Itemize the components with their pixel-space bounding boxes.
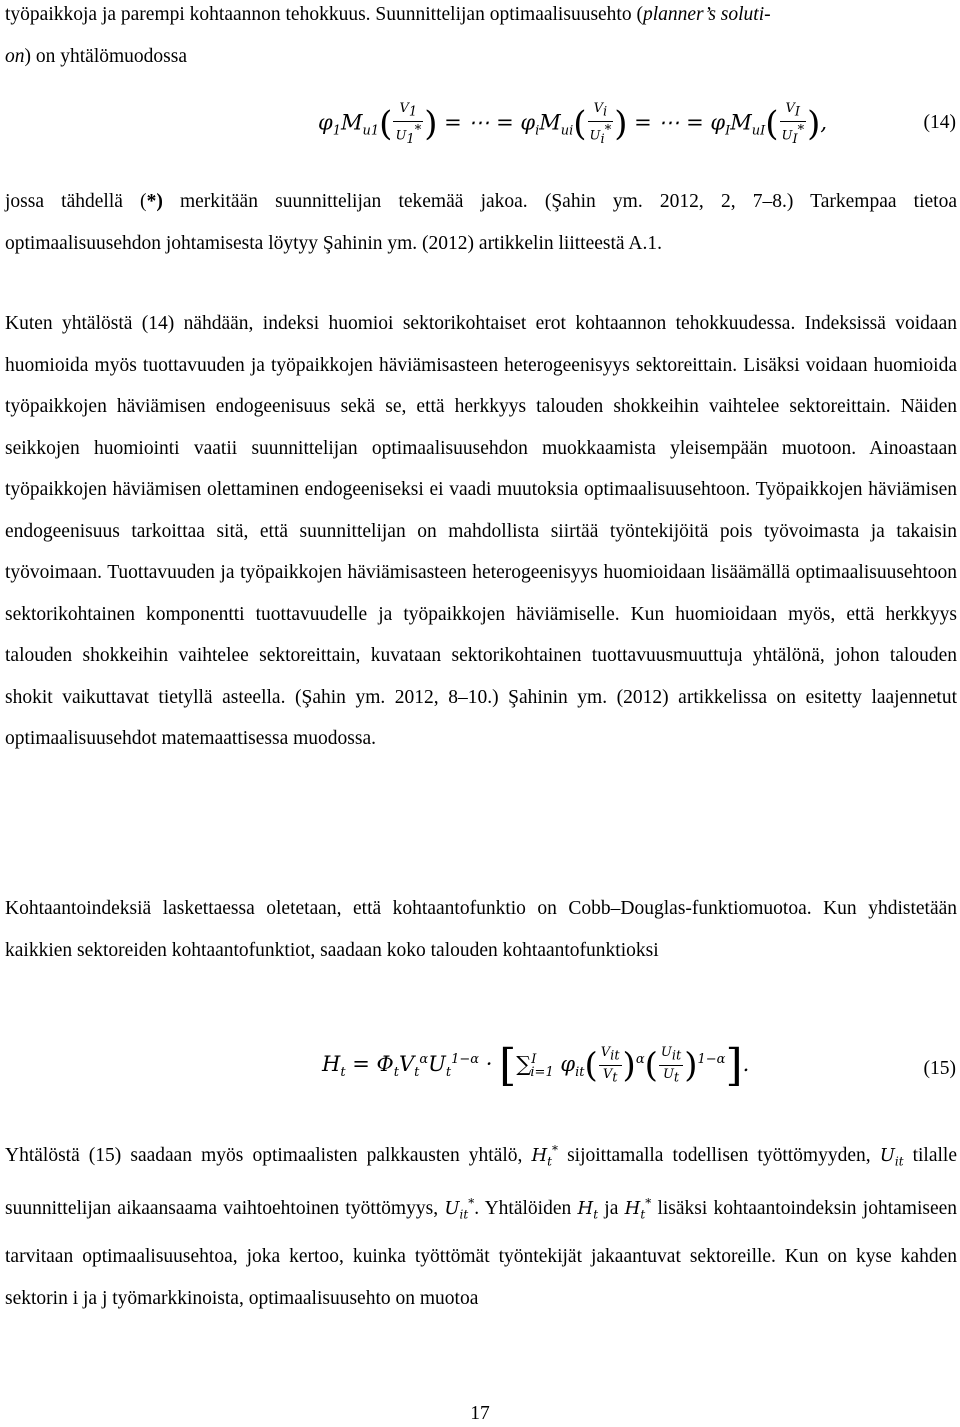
hires-text-c: tilalle suunnittelijan aikaansaama vaihtoehtoinen työttömyys, <box>5 1145 957 1220</box>
star-symbol: *) <box>146 191 163 212</box>
hires-text-f: lisäksi kohtaantoindeksin johtamiseen tarvitaan optimaalisuusehtoa, joka kertoo, kuinka työttömät työntekijät jakaantuvat sektoreille. Kun on kyse kahden sektorin i ja j työmarkkinoista, optimaalisuusehto on muotoa <box>5 1198 958 1309</box>
hires-text-d: . Yhtälöiden <box>474 1198 578 1220</box>
paragraph-optimal-hires <box>5 1130 957 1319</box>
hires-text-b: sijoittamalla todellisen työttömyyden, <box>558 1145 880 1166</box>
intro-italic: planner’s soluti- <box>642 4 771 25</box>
page-number: 17 <box>470 1403 490 1424</box>
equation-14-body: $\varphi_1M_{u1}$( $\frac{V_1}{U_1^*}$ ) = ⋯ = $\varphi_iM_{ui}$( $\frac{V_i}{U_i^*}$ ) = ⋯ = $\varphi_IM_{uI}$( $\frac{V_I}{U_I^*}$ ), <box>318 101 828 147</box>
math-Ht-star-2: $H_t^*$ <box>624 1196 652 1222</box>
paragraph-intro <box>5 0 957 77</box>
equation-15 <box>0 1040 960 1110</box>
math-Ht: $H_t$ <box>577 1198 599 1222</box>
index-details-text: Kuten yhtälöstä (14) nähdään, indeksi huomioi sektorikohtaiset erot kohtaannon tehokkuudessa. Indeksissä voidaan huomioida myös tuottavuuden ja työpaikkojen häviämisasteen heterogeenisyys sektoreittain. Lisäksi voidaan huomioida työpaikkojen häviämisen endogeenisuus sekä se, että herkkyys talouden shokkeihin vaihtelee sektoreittain. Näiden seikkojen huomiointi vaatii suunnittelijan optimaalisuusehdon muokkaamista yleisempään muotoon. Ainoastaan työpaikkojen häviämisen olettaminen endogeeniseksi ei vaadi muutoksia optimaalisuusehtoon. Työpaikkojen häviämisen endogeenisuus tarkoittaa sitä, että suunnittelijan on mahdollista siirtää työntekijöitä pois työvoimasta ja takaisin työvoimaan. Tuottavuuden ja työpaikkojen häviämisasteen heterogeenisyys huomioidaan lisäämällä optimaalisuusehtoon sektorikohtainen komponentti tuottavuudelle ja työpaikkojen häviämiselle. Kun huomioidaan myös, että herkkyys talouden shokkeihin vaihtelee sektoreittain, kuvataan sektorikohtainen tuottavuusmuuttuja yhtälönä, johon talouden shokit vaikuttavat tietyllä asteella. (Şahin ym. 2012, 8–10.) Şahinin ym. (2012) artikkelissa on esitetty laajennetut optimaalisuusehdot matemaattisessa muodossa. <box>5 313 957 749</box>
math-Uit: $U_{it}$ <box>879 1145 904 1169</box>
equation-number-15: (15) <box>923 1058 956 1079</box>
equation-number-14: (14) <box>923 112 956 133</box>
star-note-text: jossa tähdellä ( <box>5 191 147 212</box>
hires-text-a: Yhtälöstä (15) saadaan myös optimaalisten palkkausten yhtälö, <box>5 1145 532 1166</box>
star-note-text-cont: merkitään suunnittelijan tekemää jakoa. (Şahin ym. 2012, 2, 7–8.) Tarkempaa tietoa optimaalisuusehdon johtamisesta löytyy Şahinin ym. (2012) artikkelin liitteestä A.1. <box>5 191 957 254</box>
math-Uit-star: $U_{it}^*$ <box>444 1196 475 1222</box>
intro-text-end: ) on yhtälömuodossa <box>24 45 187 67</box>
paragraph-index-details <box>5 303 957 760</box>
hires-text-e: ja <box>598 1198 625 1220</box>
equation-15-body: $H_t = \Phi_tV_t^\alpha U_t^{1-\alpha} \cdot [\sum^I_{i=1}$ $\varphi_{it}$( $\frac{V_{it}}{V_t}$ )$^\alpha$( $\frac{U_{it}}{U_t}$ )$^{1-\alpha}$]. <box>322 1040 750 1091</box>
paragraph-cobb-douglas <box>5 888 957 971</box>
intro-italic-cont: on <box>5 45 25 67</box>
equation-14 <box>0 100 960 160</box>
paragraph-star-note <box>5 181 957 264</box>
intro-text: työpaikkoja ja parempi kohtaannon tehokkuus. Suunnittelijan optimaalisuusehto ( <box>5 4 643 25</box>
cobb-douglas-text: Kohtaantoindeksiä laskettaessa oletetaan, että kohtaantofunktio on Cobb–Douglas-funktiomuotoa. Kun yhdistetään kaikkien sektoreiden kohtaantofunktiot, saadaan koko talouden kohtaantofunktioksi <box>5 898 957 961</box>
math-Ht-star: $H_t^*$ <box>531 1143 558 1169</box>
